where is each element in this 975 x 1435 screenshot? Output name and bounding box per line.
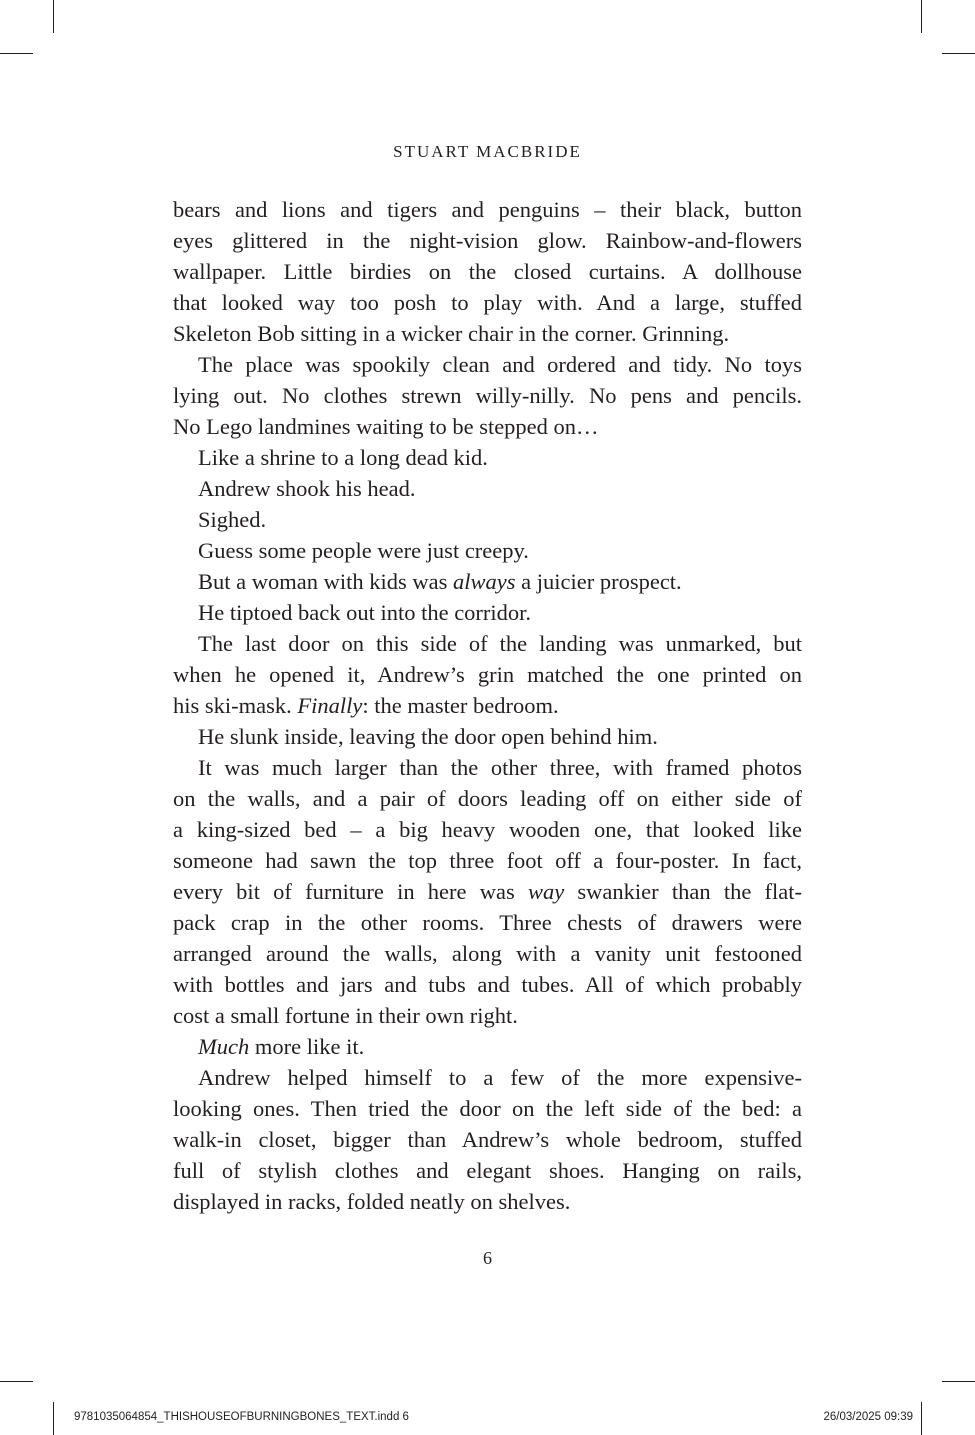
- crop-mark-bottom-right: [921, 1402, 922, 1435]
- page-number: 6: [483, 1248, 492, 1268]
- text-line: [173, 876, 802, 907]
- text-segment: : the master bedroom.: [362, 693, 559, 718]
- text-line: [173, 566, 802, 597]
- text-line: when he opened it, Andrew’s grin matched the one printed on: [173, 662, 802, 687]
- text-line: someone had sawn the top three foot off a four-poster. In fact,: [173, 848, 802, 873]
- text-line: Guess some people were just creepy.: [198, 538, 529, 563]
- text-line: that looked way too posh to play with. And a large, stuffed: [173, 290, 802, 315]
- text-line: It was much larger than the other three, with framed photos: [198, 755, 802, 780]
- text-line: walk-in closet, bigger than Andrew’s whole bedroom, stuffed: [173, 1127, 802, 1152]
- italic-text: Much: [198, 1034, 250, 1059]
- text-line: eyes glittered in the night-vision glow. Rainbow-and-flowers: [173, 228, 802, 253]
- italic-text: Finally: [297, 693, 363, 718]
- text-line: Like a shrine to a long dead kid.: [198, 445, 488, 470]
- text-segment: his ski-mask.: [173, 693, 298, 718]
- text-line: with bottles and jars and tubs and tubes. All of which probably: [173, 972, 802, 997]
- crop-mark-bottom-right-horizontal: [942, 1381, 975, 1382]
- slug-filename: 9781035064854_THISHOUSEOFBURNINGBONES_TEXT.indd 6: [74, 1411, 409, 1423]
- text-line: lying out. No clothes strewn willy-nilly. No pens and pencils.: [173, 383, 802, 408]
- text-line: a king-sized bed – a big heavy wooden one, that looked like: [173, 817, 802, 842]
- body-text: [173, 194, 802, 1217]
- text-line: He tiptoed back out into the corridor.: [198, 600, 532, 625]
- text-line: Sighed.: [198, 507, 267, 532]
- text-line: on the walls, and a pair of doors leading off on either side of: [173, 786, 802, 811]
- text-line: bears and lions and tigers and penguins – their black, button: [173, 197, 802, 222]
- text-segment: But a woman with kids was: [198, 569, 453, 594]
- crop-mark-top-right-horizontal: [942, 53, 975, 54]
- text-line: [173, 1031, 802, 1062]
- text-segment: every bit of furniture in here was: [173, 879, 528, 904]
- running-head: STUART MACBRIDE: [393, 142, 582, 161]
- slug-datetime: 26/03/2025 09:39: [823, 1411, 913, 1423]
- text-line: looking ones. Then tried the door on the left side of the bed: a: [173, 1096, 802, 1121]
- crop-mark-top-left: [53, 0, 54, 33]
- crop-mark-top-left-horizontal: [0, 53, 33, 54]
- text-segment: more like it.: [249, 1034, 365, 1059]
- crop-mark-top-right: [921, 0, 922, 33]
- text-line: arranged around the walls, along with a vanity unit festooned: [173, 941, 802, 966]
- text-line: wallpaper. Little birdies on the closed curtains. A dollhouse: [173, 259, 802, 284]
- text-line: Andrew helped himself to a few of the more expensive-: [198, 1065, 802, 1090]
- text-segment: swankier than the flat-: [564, 879, 803, 904]
- crop-mark-bottom-left-horizontal: [0, 1381, 33, 1382]
- text-segment: a juicier prospect.: [515, 569, 682, 594]
- text-line: Andrew shook his head.: [198, 476, 416, 501]
- text-line: displayed in racks, folded neatly on shelves.: [173, 1189, 571, 1214]
- text-line: cost a small fortune in their own right.: [173, 1003, 518, 1028]
- text-line: [173, 690, 802, 721]
- text-line: The place was spookily clean and ordered and tidy. No toys: [198, 352, 802, 377]
- italic-text: way: [527, 879, 565, 904]
- text-line: Skeleton Bob sitting in a wicker chair in the corner. Grinning.: [173, 321, 730, 346]
- crop-mark-bottom-left: [53, 1402, 54, 1435]
- italic-text: always: [452, 569, 516, 594]
- text-line: No Lego landmines waiting to be stepped on…: [173, 414, 599, 439]
- text-line: full of stylish clothes and elegant shoes. Hanging on rails,: [173, 1158, 802, 1183]
- text-line: He slunk inside, leaving the door open behind him.: [198, 724, 658, 749]
- text-line: The last door on this side of the landing was unmarked, but: [198, 631, 802, 656]
- text-line: pack crap in the other rooms. Three chests of drawers were: [173, 910, 802, 935]
